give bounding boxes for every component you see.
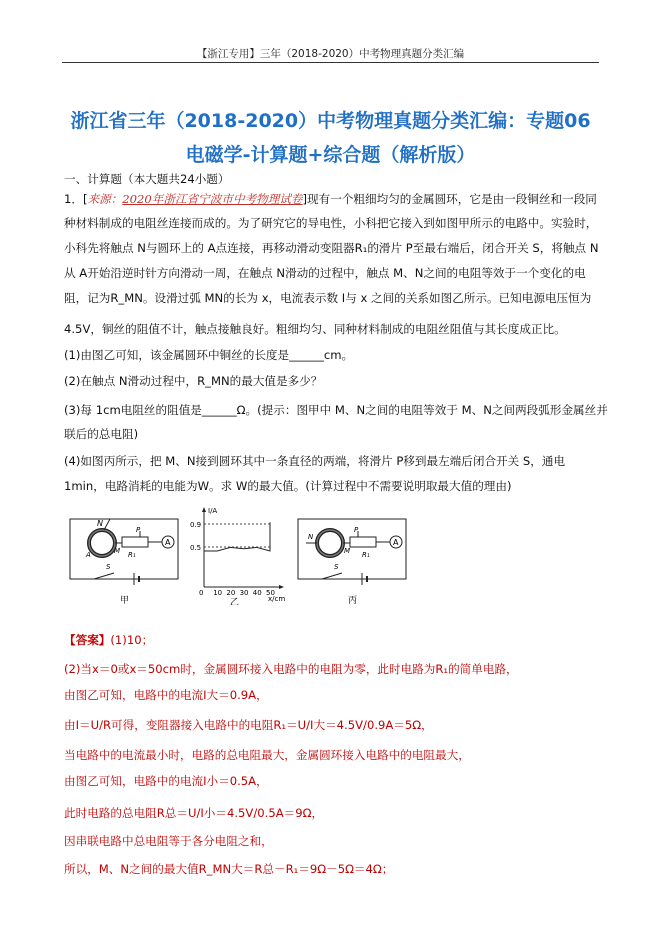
question-line-3: 小科先将触点 N与圆环上的 A点连接，再移动滑动变阻器R₁的滑片 P至最右端后，闭合开关 S，将触点 N [64, 241, 599, 255]
question-line-1 [64, 190, 601, 208]
source-link[interactable]: 2020年浙江省宁波市中考物理试卷 [122, 192, 303, 206]
part-3a: (3)每 1cm电阻丝的阻值是______Ω。(提示：图甲中 M、N之间的电阻等效于 M、N之间两段弧形金属丝并 [64, 403, 608, 417]
question-number: 1．[ [64, 192, 88, 206]
doc-title-line2: 电磁学-计算题+综合题（解析版） [185, 144, 476, 166]
xtick-30: 30 [239, 589, 249, 597]
xtick-40: 40 [252, 589, 262, 597]
answer-line-1 [64, 631, 601, 649]
label-M-bing: M [344, 547, 351, 555]
label-S: S [106, 563, 111, 571]
label-N: N [97, 519, 103, 528]
answer-line-3: 由图乙可知，电路中的电流I大＝0.9A， [64, 688, 268, 702]
label-R1: R₁ [128, 551, 136, 559]
figure-jia [64, 505, 184, 605]
answer-line-7: 此时电路的总电阻R总＝U/I小＝4.5V/0.5A＝9Ω， [64, 806, 324, 820]
part-1: (1)由图乙可知，该金属圆环中铜丝的长度是______cm。 [64, 348, 354, 362]
section-heading: 一、计算题（本大题共24小题） [64, 172, 230, 186]
xtick-20: 20 [226, 589, 236, 597]
ammeter-label-bing: A [393, 538, 399, 547]
ytick-0.9: 0.9 [190, 521, 202, 529]
answer-line-4: 由I＝U/R可得，变阻器接入电路中的电阻R₁＝U/I大＝4.5V/0.9A＝5Ω， [64, 718, 433, 732]
figure-label-bing: 丙 [348, 596, 358, 605]
label-R1-bing: R₁ [362, 551, 370, 559]
answer-part-1: (1)10； [110, 633, 154, 647]
figure-yi-graph [190, 505, 290, 605]
label-M: M [114, 547, 121, 555]
figure-label-jia: 甲 [120, 596, 130, 605]
label-P-bing: P [354, 526, 359, 534]
question-line-6: 4.5V，铜丝的阻值不计，触点接触良好。粗细均匀、同种材料制成的电阻丝阻值与其长度成正比。 [64, 322, 566, 336]
question-text: ]现有一个粗细均匀的金属圆环，它是由一段铜丝和一段同 [302, 192, 597, 206]
figure-bing [292, 505, 412, 605]
graph-origin: 0 [199, 589, 204, 597]
ytick-0.5: 0.5 [190, 544, 202, 552]
answer-line-5: 当电路中的电流最小时，电路的总电阻最大，金属圆环接入电路中的电阻最大， [64, 748, 470, 762]
answer-line-2: (2)当x＝0或x＝50cm时，金属圆环接入电路中的电阻为零，此时电路为R₁的简单电路， [64, 662, 518, 676]
part-4b: 1min，电路消耗的电能为W。求 W的最大值。(计算过程中不需要说明取最大值的理由) [64, 479, 512, 493]
label-P: P [136, 526, 141, 534]
label-S-bing: S [334, 563, 339, 571]
doc-title-line1: 浙江省三年（2018-2020）中考物理真题分类汇编：专题06 [70, 110, 591, 132]
answer-label: 【答案】 [64, 633, 111, 647]
answer-line-8: 因串联电路中总电阻等于各分电阻之和， [64, 834, 273, 848]
part-3b: 联后的总电阻) [64, 427, 139, 441]
part-2: (2)在触点 N滑动过程中，R_MN的最大值是多少？ [64, 374, 323, 388]
answer-line-9: 所以，M、N之间的最大值R_MN大＝R总－R₁＝9Ω－5Ω＝4Ω； [64, 862, 394, 876]
part-4a: (4)如图丙所示，把 M、N接到圆环其中一条直径的两端，将滑片 P移到最左端后闭合开关 S，通电 [64, 454, 566, 468]
question-line-4: 从 A开始沿逆时针方向滑动一周，在触点 N滑动的过程中，触点 M、N之间的电阻等效于一个变化的电 [64, 266, 586, 280]
ammeter-label: A [165, 538, 171, 547]
page-header: 【浙江专用】三年（2018-2020）中考物理真题分类汇编 [196, 48, 465, 60]
graph-ylabel: I/A [208, 507, 218, 515]
answer-line-6: 由图乙可知，电路中的电流I小＝0.5A， [64, 774, 268, 788]
label-N-bing: N [308, 533, 314, 541]
question-line-5: 阻，记为R_MN。设滑过弧 MN的长为 x，电流表示数 I与 x 之间的关系如图乙所示。已知电源电压恒为 [64, 291, 592, 305]
figure-label-yi: 乙 [230, 598, 240, 605]
graph-xlabel: x/cm [268, 595, 286, 603]
question-line-2: 种材料制成的电阻丝连接而成的。为了研究它的导电性，小科把它接入到如图甲所示的电路中。实验时， [64, 216, 598, 230]
header-divider [62, 62, 599, 63]
xtick-50: 50 [266, 589, 275, 597]
label-A: A [86, 551, 91, 559]
xtick-10: 10 [213, 589, 223, 597]
source-label: 来源： [87, 192, 123, 206]
